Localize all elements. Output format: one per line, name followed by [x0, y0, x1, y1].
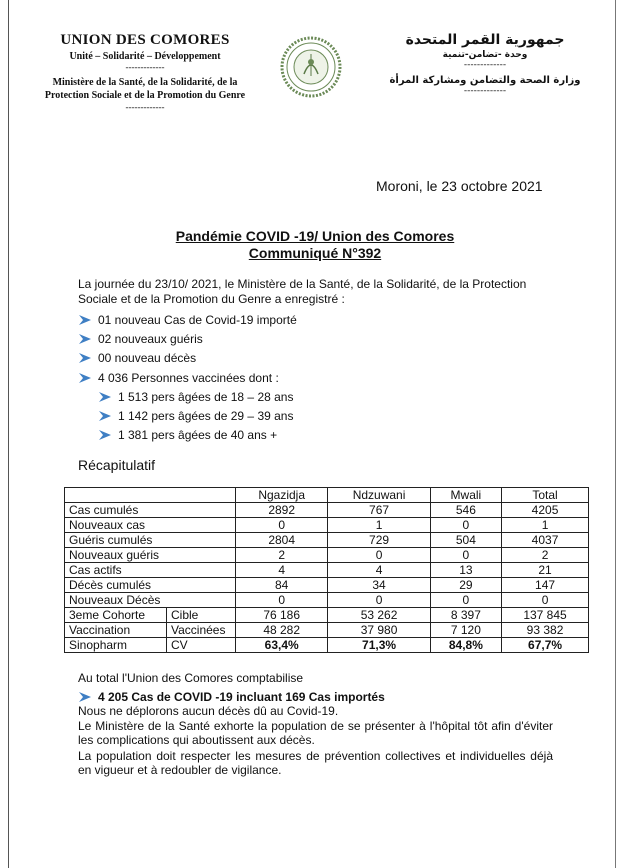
arabic-letterhead: [370, 32, 600, 96]
communique-number: Communiqué N°392: [248, 245, 382, 261]
table-cell: 504: [430, 533, 501, 548]
table-cell: 147: [502, 578, 589, 593]
arrow-bullet-icon: [78, 333, 92, 345]
respect-paragraph: La population doit respecter les mesures de prévention collectives et individuelles déjà en vigueur et à redoubler de vigilance.: [78, 749, 553, 777]
table-cell: 21: [502, 563, 589, 578]
table-cell: 0: [236, 593, 328, 608]
table-cell: 0: [502, 593, 589, 608]
table-cell: 76 186: [236, 608, 328, 623]
table-cell: 8 397: [430, 608, 501, 623]
table-cell: 53 262: [328, 608, 430, 623]
arrow-bullet-icon: [78, 691, 92, 703]
row-label: Nouveaux guéris: [65, 548, 236, 563]
table-cell: 93 382: [502, 623, 589, 638]
table-cell: 84,8%: [430, 638, 501, 653]
table-cell: 48 282: [236, 623, 328, 638]
motto-ar: وحدة -تضامن-تنمية: [442, 50, 528, 60]
table-cell: 0: [328, 593, 430, 608]
table-cell: 4: [328, 563, 430, 578]
recap-heading: Récapitulatif: [78, 457, 156, 473]
ministry-fr-line-2: Protection Sociale et de la Promotion du Genre: [44, 90, 246, 101]
total-intro: Au total l'Union des Comores comptabilise: [78, 671, 304, 685]
sub-bullet-item: 1 513 pers âgées de 18 – 28 ans: [98, 390, 293, 404]
column-header: Ngazidja: [236, 488, 328, 503]
table-cell: 0: [236, 518, 328, 533]
total-bullet: 4 205 Cas de COVID -19 incluant 169 Cas importés: [78, 690, 385, 704]
arrow-bullet-icon: [78, 352, 92, 364]
table-cell: 37 980: [328, 623, 430, 638]
document-title: Pandémie COVID -19/ Union des Comores: [175, 228, 455, 244]
table-cell: 29: [430, 578, 501, 593]
arrow-bullet-icon: [98, 391, 112, 403]
table-cell: 7 120: [430, 623, 501, 638]
table-cell: 84: [236, 578, 328, 593]
table-cell: 729: [328, 533, 430, 548]
separator: -------------: [463, 60, 507, 70]
table-row: [65, 503, 589, 518]
vaccination-label: Vaccination: [65, 623, 167, 638]
table-cell: 71,3%: [328, 638, 430, 653]
table-row: [65, 563, 589, 578]
arrow-bullet-icon: [78, 314, 92, 326]
country-name-fr: UNION DES COMORES: [60, 32, 230, 48]
table-cell: 0: [430, 593, 501, 608]
table-cell: 4205: [502, 503, 589, 518]
table-cell: 4037: [502, 533, 589, 548]
date-line: Moroni, le 23 octobre 2021: [376, 178, 543, 194]
row-label: Cas actifs: [65, 563, 236, 578]
row-label: Guéris cumulés: [65, 533, 236, 548]
ministry-ar: وزارة الصحة والتضامن ومشاركة المرأة: [389, 75, 581, 86]
column-header: Total: [502, 488, 589, 503]
separator: -------------: [125, 62, 165, 72]
table-cell: 34: [328, 578, 430, 593]
french-letterhead: [20, 32, 270, 112]
table-row: [65, 638, 589, 653]
bullet-item: 00 nouveau décès: [78, 351, 196, 365]
page-border-left: [8, 0, 9, 868]
table-row: [65, 608, 589, 623]
table-cell: 546: [430, 503, 501, 518]
arrow-bullet-icon: [98, 429, 112, 441]
table-cell: 137 845: [502, 608, 589, 623]
bullet-item: 01 nouveau Cas de Covid-19 importé: [78, 313, 297, 327]
table-row: [65, 623, 589, 638]
row-label: Nouveaux cas: [65, 518, 236, 533]
no-deaths-line: Nous ne déplorons aucun décès dû au Covid-19.: [78, 704, 339, 718]
arrow-bullet-icon: [98, 410, 112, 422]
table-cell: 13: [430, 563, 501, 578]
table-cell: 0: [430, 518, 501, 533]
column-header: Mwali: [430, 488, 501, 503]
separator: -------------: [463, 86, 507, 96]
table-cell: 4: [236, 563, 328, 578]
comoros-seal-icon: [280, 36, 342, 98]
bullet-item: 02 nouveaux guéris: [78, 332, 203, 346]
table-corner-cell: [65, 488, 236, 503]
table-cell: 2892: [236, 503, 328, 518]
table-row: [65, 578, 589, 593]
table-cell: 767: [328, 503, 430, 518]
row-sublabel: Cible: [167, 608, 236, 623]
exhort-paragraph: Le Ministère de la Santé exhorte la population de se présenter à l'hôpital tôt afin d'éviter les complications qui aboutissent aux décès.: [78, 719, 553, 747]
table-cell: 0: [328, 548, 430, 563]
sub-bullet-item: 1 381 pers âgées de 40 ans +: [98, 428, 277, 442]
motto-fr: Unité – Solidarité – Développement: [69, 51, 221, 62]
table-row: [65, 548, 589, 563]
row-sublabel: Vaccinées: [167, 623, 236, 638]
arrow-bullet-icon: [78, 372, 92, 384]
table-cell: 1: [328, 518, 430, 533]
sub-bullet-item: 1 142 pers âgées de 29 – 39 ans: [98, 409, 293, 423]
row-sublabel: CV: [167, 638, 236, 653]
table-row: [65, 518, 589, 533]
intro-paragraph: La journée du 23/10/ 2021, le Ministère de la Santé, de la Solidarité, de la Protection Sociale et de la Promotion du Genre a enregistré :: [78, 277, 527, 306]
table-header-row: [65, 488, 589, 503]
column-header: Ndzuwani: [328, 488, 430, 503]
table-row: [65, 533, 589, 548]
vaccination-label: Sinopharm: [65, 638, 167, 653]
ministry-fr-line-1: Ministère de la Santé, de la Solidarité, de la: [52, 77, 238, 88]
stats-table: [64, 487, 589, 653]
page-border-right: [615, 0, 616, 868]
country-name-ar: جمهورية القمر المتحدة: [405, 32, 565, 48]
row-label: Nouveaux Décès: [65, 593, 236, 608]
row-label: Décès cumulés: [65, 578, 236, 593]
table-cell: 2: [502, 548, 589, 563]
table-cell: 1: [502, 518, 589, 533]
vaccination-label: 3eme Cohorte: [65, 608, 167, 623]
table-cell: 67,7%: [502, 638, 589, 653]
table-cell: 0: [430, 548, 501, 563]
separator: -------------: [125, 102, 165, 112]
table-row: [65, 593, 589, 608]
bullet-item: 4 036 Personnes vaccinées dont :: [78, 371, 279, 385]
table-cell: 2804: [236, 533, 328, 548]
table-cell: 2: [236, 548, 328, 563]
row-label: Cas cumulés: [65, 503, 236, 518]
table-cell: 63,4%: [236, 638, 328, 653]
